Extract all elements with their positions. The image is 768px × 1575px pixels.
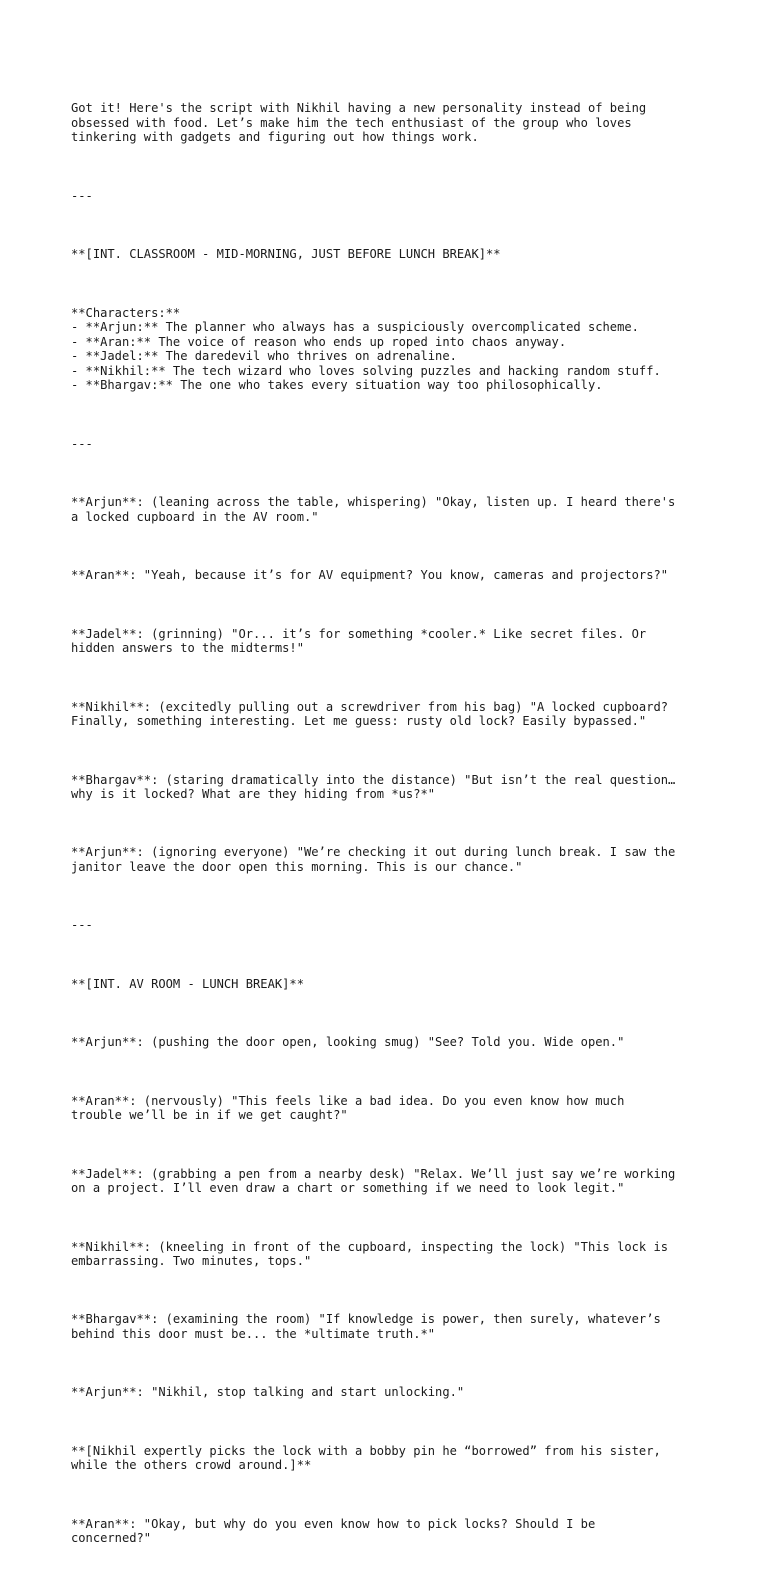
intro-paragraph: Got it! Here's the script with Nikhil having a new personality instead of being obsessed with food. Let’s make him the tech enthusiast of the group who loves tinkering with gadgets and figuring out how things work. [71, 101, 647, 145]
stage-direction: **[Nikhil expertly picks the lock with a bobby pin he “borrowed” from his sister, while the others crowd around.]** [71, 1443, 661, 1473]
dialogue-aran: **Aran**: "Yeah, because it’s for AV equipment? You know, cameras and projectors?" [71, 568, 669, 583]
dialogue-arjun: **Arjun**: (leaning across the table, whispering) "Okay, listen up. I heard there's a locked cupboard in the AV room." [71, 495, 676, 524]
dialogue-aran: **Aran**: (nervously) "This feels like a bad idea. Do you even know how much trouble we’ll be in if we get caught?" [71, 1093, 625, 1123]
dialogue-nikhil: **Nikhil**: (kneeling in front of the cupboard, inspecting the lock) "This lock is embarrassing. Two minutes, tops." [71, 1239, 669, 1269]
scene-heading-av-room: **[INT. AV ROOM - LUNCH BREAK]** [71, 976, 304, 991]
dialogue-arjun: **Arjun**: (pushing the door open, looking smug) "See? Told you. Wide open." [71, 1035, 625, 1050]
script-document [71, 72, 711, 1575]
dialogue-bhargav: **Bhargav**: (examining the room) "If knowledge is power, then surely, whatever’s behind this door must be... the *ultimate truth.*" [71, 1312, 661, 1342]
dialogue-aran: **Aran**: "Okay, but why do you even know how to pick locks? Should I be concerned?" [71, 1516, 596, 1546]
dialogue-nikhil: **Nikhil**: (excitedly pulling out a screwdriver from his bag) "A locked cupboard? Finally, something interesting. Let me guess: rusty old lock? Easily bypassed." [71, 699, 669, 729]
characters-list: **Characters:** - **Arjun:** The planner who always has a suspiciously overcomplicated scheme. - **Aran:** The voice of reason who ends up roped into chaos anyway. - **Jadel:** The daredevil who thrives on adrenaline. - **Nikhil:** The tech wizard who loves solving puzzles and hacking random stuff. - **Bhargav:** The one who takes every situation way too philosophically. [71, 305, 661, 393]
divider: --- [71, 188, 93, 203]
dialogue-jadel: **Jadel**: (grabbing a pen from a nearby desk) "Relax. We’ll just say we’re working on a project. I’ll even draw a chart or something if we need to look legit." [71, 1166, 676, 1196]
dialogue-arjun: **Arjun**: (ignoring everyone) "We’re checking it out during lunch break. I saw the janitor leave the door open this morning. This is our chance." [71, 845, 676, 875]
scene-heading-classroom: **[INT. CLASSROOM - MID-MORNING, JUST BEFORE LUNCH BREAK]** [71, 247, 501, 262]
dialogue-bhargav: **Bhargav**: (staring dramatically into the distance) "But isn’t the real question… why is it locked? What are they hiding from *us?*" [71, 772, 676, 802]
dialogue-jadel: **Jadel**: (grinning) "Or... it’s for something *cooler.* Like secret files. Or hidden answers to the midterms!" [71, 626, 647, 656]
divider: --- [71, 436, 93, 451]
dialogue-arjun: **Arjun**: "Nikhil, stop talking and start unlocking." [71, 1385, 465, 1400]
divider: --- [71, 918, 93, 933]
